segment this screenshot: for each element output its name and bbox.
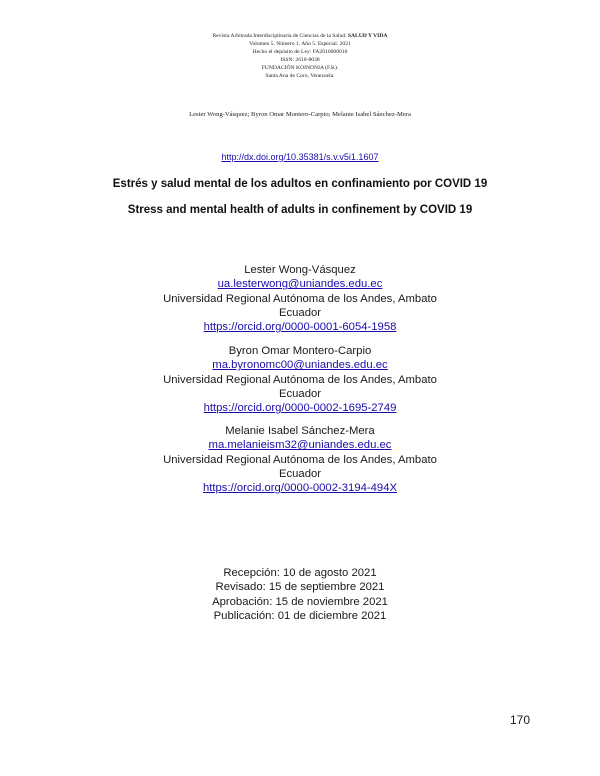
journal-volume: Volumen 5. Número 1. Año 5. Especial. 2021	[249, 41, 351, 47]
author-block-1	[0, 263, 600, 334]
reception-date: Recepción: 10 de agosto 2021	[223, 567, 377, 579]
journal-header-line-1	[0, 32, 600, 40]
article-dates	[0, 566, 600, 623]
author-affiliation: Universidad Regional Autónoma de los Andes, Ambato	[163, 453, 437, 466]
approval-date: Aprobación: 15 de noviembre 2021	[212, 595, 388, 608]
author-country: Ecuador	[278, 467, 322, 480]
doi-link[interactable]: http://dx.doi.org/10.35381/s.v.v5i1.1607	[221, 152, 379, 162]
article-title-english: Stress and mental health of adults in confinement by COVID 19	[127, 204, 473, 216]
journal-location: Santa Ana de Coro, Venezuela.	[265, 73, 335, 79]
journal-deposit: Hecho el depósito de Ley: FA2016000010	[252, 49, 348, 55]
author-affiliation: Universidad Regional Autónoma de los Andes, Ambato	[163, 292, 437, 305]
author-email-link[interactable]: ma.byronomc00@uniandes.edu.ec	[212, 359, 388, 372]
author-orcid-link[interactable]: https://orcid.org/0000-0002-3194-494X	[202, 482, 398, 495]
journal-header	[0, 32, 600, 80]
author-country: Ecuador	[278, 387, 322, 400]
journal-issn: ISSN: 2610-8038	[280, 57, 320, 63]
author-country: Ecuador	[278, 306, 322, 319]
author-orcid-link[interactable]: https://orcid.org/0000-0002-1695-2749	[203, 402, 397, 415]
author-orcid-link[interactable]: https://orcid.org/0000-0001-6054-1958	[203, 321, 397, 334]
revised-date: Revisado: 15 de septiembre 2021	[215, 581, 385, 594]
journal-publisher: FUNDACIÓN KOINONIA (F.K).	[261, 65, 339, 71]
author-block-2	[0, 344, 600, 415]
author-name: Lester Wong-Vásquez	[244, 264, 356, 276]
article-title-spanish: Estrés y salud mental de los adultos en confinamiento por COVID 19	[112, 178, 488, 190]
author-name: Byron Omar Montero-Carpio	[228, 345, 372, 357]
page-number: 170	[509, 713, 530, 727]
journal-brand: SALUD Y VIDA	[347, 33, 388, 39]
author-email-link[interactable]: ua.lesterwong@uniandes.edu.ec	[217, 278, 383, 291]
author-email-link[interactable]: ma.melanieism32@uniandes.edu.ec	[208, 439, 392, 452]
journal-name: Revista Arbitrada Interdisciplinaria de Ciencias de la Salud.	[212, 33, 347, 39]
author-block-3	[0, 424, 600, 495]
running-authors: Lester Wong-Vásquez; Byron Omar Montero-Carpio; Melanie Isabel Sánchez-Mera	[189, 111, 411, 118]
author-affiliation: Universidad Regional Autónoma de los Andes, Ambato	[163, 373, 437, 386]
author-name: Melanie Isabel Sánchez-Mera	[225, 425, 375, 437]
publication-date: Publicación: 01 de diciembre 2021	[213, 609, 387, 622]
